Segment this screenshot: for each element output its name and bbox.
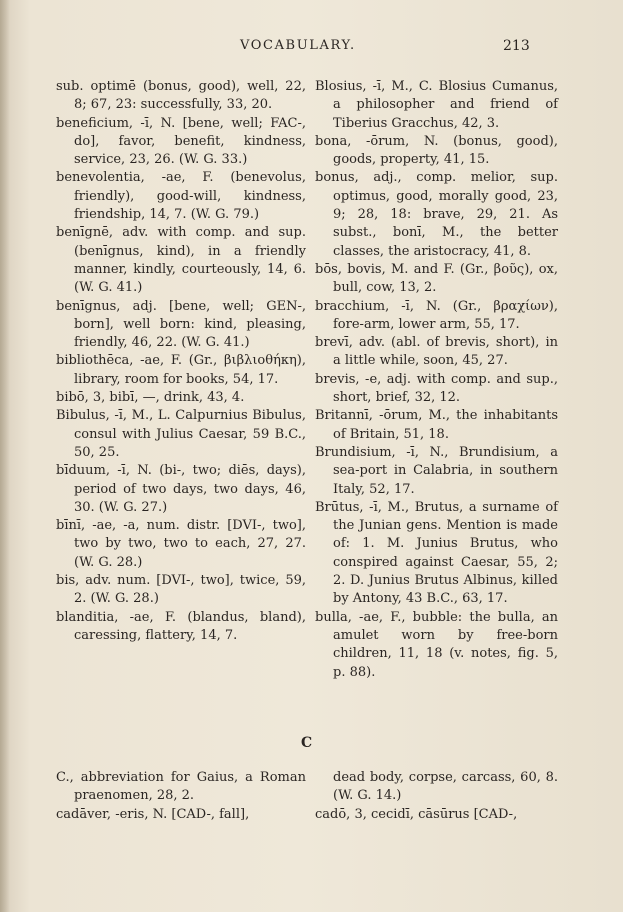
vocab-entry: Brūtus, -ī, M., Brutus, a surname of the Junian gens. Mention is made of: 1. M. Junius Brutus, who conspired against Caesar, 55, 2; 2. D. Junius Brutus Albinus, killed by Antony, 43 B.C., 63, 17. xyxy=(315,499,558,607)
vocab-entry: bibliothēca, -ae, F. (Gr., βιβλιοθήκη), library, room for books, 54, 17. xyxy=(56,353,306,387)
vocab-entry: Blosius, -ī, M., C. Blosius Cumanus, a philosopher and friend of Tiberius Gracchus, 42, 3. xyxy=(315,79,558,131)
vocab-entry: bona, -ōrum, N. (bonus, good), goods, property, 41, 15. xyxy=(315,133,558,168)
running-title: VOCABULARY. xyxy=(240,38,356,53)
vocab-entry: blanditia, -ae, F. (blandus, bland), caressing, flattery, 14, 7. xyxy=(56,609,306,643)
vocab-entry: sub. optimē (bonus, good), well, 22, 8; 67, 23: successfully, 33, 20. xyxy=(56,79,306,113)
vocab-entry: bis, adv. num. [DVI-, two], twice, 59, 2. (W. G. 28.) xyxy=(56,573,306,607)
vocab-entry: Bibulus, -ī, M., L. Calpurnius Bibulus, consul with Julius Caesar, 59 B.C., 50, 25. xyxy=(56,408,306,460)
vocab-entry-continued: dead body, corpse, carcass, 60, 8. (W. G. 14.) xyxy=(333,770,558,804)
vocab-entry: bōs, bovis, M. and F. (Gr., βοῦς), ox, bull, cow, 13, 2. xyxy=(315,261,558,296)
vocab-entry: Brundisium, -ī, N., Brundisium, a sea-port in Calabria, in southern Italy, 52, 17. xyxy=(315,444,558,497)
vocab-entry: C., abbreviation for Gaius, a Roman praenomen, 28, 2. xyxy=(56,770,306,804)
vocab-entry: bīduum, -ī, N. (bi-, two; diēs, days), period of two days, two days, 46, 30. (W. G. 27.) xyxy=(56,463,306,515)
running-header xyxy=(0,38,623,58)
vocab-entry: cadō, 3, cecidī, cāsūrus [CAD-, xyxy=(315,806,518,822)
vocab-entry: bibō, 3, bibī, —, drink, 43, 4. xyxy=(56,390,245,406)
vocab-entry: bracchium, -ī, N. (Gr., βραχίων), fore-arm, lower arm, 55, 17. xyxy=(315,298,558,332)
vocab-entry: benīgnē, adv. with comp. and sup. (benīgnus, kind), in a friendly manner, kindly, courteously, 14, 6. (W. G. 41.) xyxy=(56,225,306,296)
vocab-entry: bīnī, -ae, -a, num. distr. [DVI-, two], two by two, two to each, 27, 27. (W. G. 28.) xyxy=(56,518,306,570)
section-letter: C xyxy=(301,735,313,751)
vocab-entry: bulla, -ae, F., bubble: the bulla, an amulet worn by free-born children, 11, 18 (v. notes, fig. 5, p. 88). xyxy=(315,609,558,680)
bottom-left-column xyxy=(56,769,306,824)
vocab-entry: cadāver, -eris, N. [CAD-, fall], xyxy=(56,806,250,822)
vocab-entry: brevī, adv. (abl. of brevis, short), in a little while, soon, 45, 27. xyxy=(315,335,558,369)
page-number: 213 xyxy=(503,38,530,54)
right-column xyxy=(315,78,558,682)
vocab-entry: bonus, adj., comp. melior, sup. optimus, good, morally good, 23, 9; 28, 18: brave, 29, 21. As subst., bonī, M., the better classes, the aristocracy, 41, 8. xyxy=(315,170,558,259)
vocab-entry: brevis, -e, adj. with comp. and sup., short, brief, 32, 12. xyxy=(315,371,558,406)
bottom-right-column xyxy=(315,769,558,824)
vocab-entry: benevolentia, -ae, F. (benevolus, friendly), good-will, kindness, friendship, 14, 7. (W. G. 79.) xyxy=(56,170,306,223)
left-column xyxy=(56,78,306,645)
page-gutter-shadow xyxy=(0,0,10,912)
vocab-entry: benīgnus, adj. [bene, well; GEN-, born], well born: kind, pleasing, friendly, 46, 22. (W. G. 41.) xyxy=(56,298,306,351)
vocab-entry: beneficium, -ī, N. [bene, well; FAC-, do], favor, benefit, kindness, service, 23, 26. (W. G. 33.) xyxy=(56,115,306,168)
vocab-entry: Britannī, -ōrum, M., the inhabitants of Britain, 51, 18. xyxy=(315,408,558,442)
